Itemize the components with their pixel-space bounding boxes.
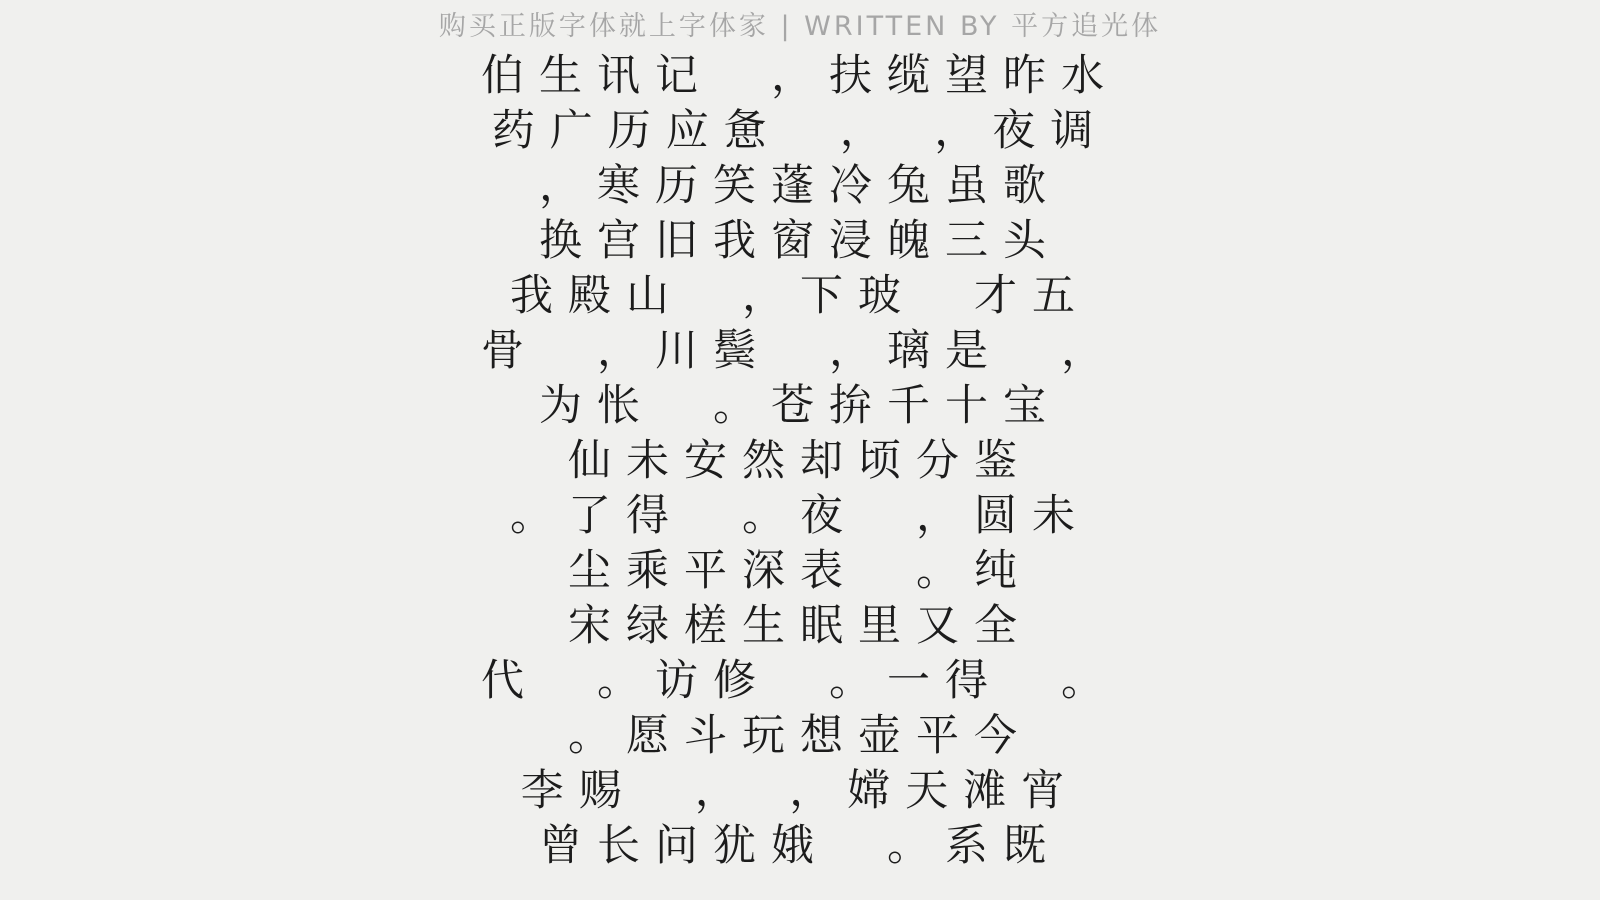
sample-text-line: 尘乘平深表 。纯 bbox=[568, 546, 1032, 596]
sample-text-line: 我殿山 ，下玻 才五 bbox=[510, 271, 1090, 321]
sample-text-line: 李赐 ， ，嫦天滩宵 bbox=[520, 766, 1080, 816]
sample-text-line: 药广历应惫 ， ，夜调 bbox=[491, 106, 1109, 156]
sample-text-line: 换宫旧我窗浸魄三头 bbox=[539, 216, 1061, 266]
sample-text-line: 为怅 。苍拚千十宝 bbox=[539, 381, 1061, 431]
sample-text-line: 骨 ，川鬓 ，璃是 ， bbox=[481, 326, 1119, 376]
sample-text-line: 宋绿槎生眠里又全 bbox=[568, 601, 1032, 651]
sample-text-line: 仙未安然却顷分鉴 bbox=[568, 436, 1032, 486]
sample-text-line: 曾长问犹娥 。系既 bbox=[539, 821, 1061, 871]
sample-text-block bbox=[0, 49, 1600, 874]
sample-text-line: 。了得 。夜 ，圆未 bbox=[510, 491, 1090, 541]
watermark-header: 购买正版字体就上字体家 | WRITTEN BY 平方追光体 bbox=[438, 11, 1162, 42]
sample-text-line: ，寒历笑蓬冷兔虽歌 bbox=[539, 161, 1061, 211]
sample-text-line: 。愿斗玩想壶平今 bbox=[568, 711, 1032, 761]
sample-text-line: 伯生讯记 ，扶缆望昨水 bbox=[481, 51, 1119, 101]
sample-text-line: 代 。访修 。一得 。 bbox=[481, 656, 1119, 706]
